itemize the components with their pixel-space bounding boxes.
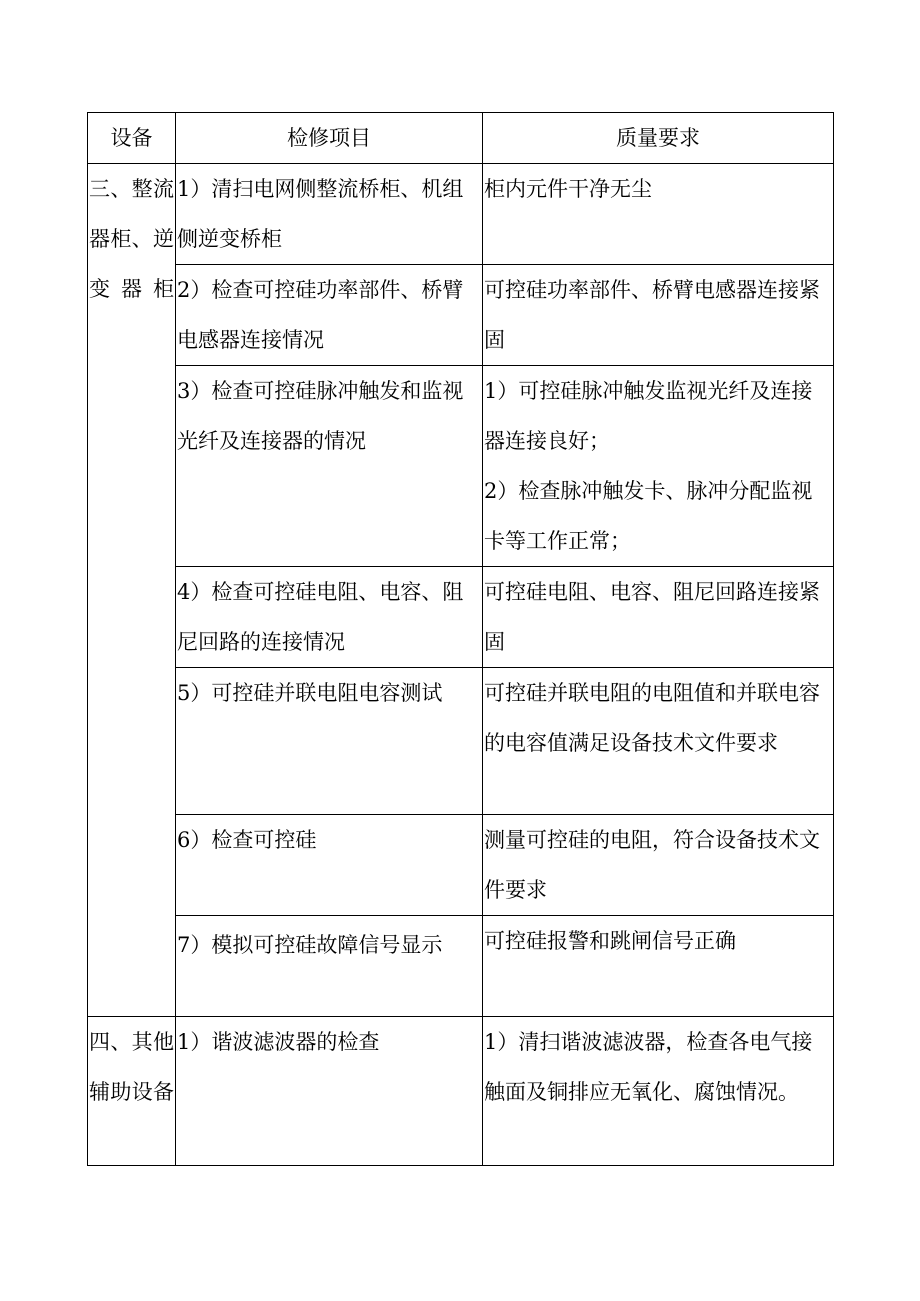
device-label: 三、整流器柜、逆变器柜 bbox=[89, 177, 174, 301]
requirement-text: 可控硅功率部件、桥臂电感器连接紧固 bbox=[484, 278, 820, 352]
header-device: 设备 bbox=[88, 113, 176, 164]
requirement-text: 1）可控硅脉冲触发监视光纤及连接器连接良好； bbox=[484, 379, 813, 453]
item-text: 5）可控硅并联电阻电容测试 bbox=[177, 681, 443, 705]
table-row bbox=[88, 265, 834, 366]
item-cell bbox=[176, 916, 483, 1017]
maintenance-table bbox=[87, 112, 834, 1166]
table-row bbox=[88, 815, 834, 916]
table-row bbox=[88, 668, 834, 815]
table-row bbox=[88, 1017, 834, 1166]
requirement-text: 柜内元件干净无尘 bbox=[484, 177, 652, 201]
table-row bbox=[88, 567, 834, 668]
requirement-text: 2）检查脉冲触发卡、脉冲分配监视卡等工作正常； bbox=[484, 479, 813, 553]
item-cell bbox=[176, 164, 483, 265]
requirement-cell bbox=[483, 916, 834, 1017]
item-text: 2）检查可控硅功率部件、桥臂电感器连接情况 bbox=[177, 278, 464, 352]
item-text: 3）检查可控硅脉冲触发和监视光纤及连接器的情况 bbox=[177, 379, 464, 453]
table-row bbox=[88, 164, 834, 265]
item-text: 6）检查可控硅 bbox=[177, 828, 317, 852]
header-item: 检修项目 bbox=[176, 113, 483, 164]
requirement-cell bbox=[483, 366, 834, 567]
requirement-cell bbox=[483, 567, 834, 668]
device-label: 四、其他辅助设备 bbox=[89, 1030, 174, 1104]
item-cell bbox=[176, 567, 483, 668]
item-cell bbox=[176, 265, 483, 366]
item-text: 1）清扫电网侧整流桥柜、机组侧逆变桥柜 bbox=[177, 177, 464, 251]
table-header-row bbox=[88, 113, 834, 164]
requirement-cell bbox=[483, 265, 834, 366]
header-requirement: 质量要求 bbox=[483, 113, 834, 164]
item-text: 4）检查可控硅电阻、电容、阻尼回路的连接情况 bbox=[177, 580, 464, 654]
table-row bbox=[88, 916, 834, 1017]
item-cell bbox=[176, 1017, 483, 1166]
requirement-cell bbox=[483, 815, 834, 916]
requirement-text: 测量可控硅的电阻，符合设备技术文件要求 bbox=[484, 828, 820, 902]
requirement-cell bbox=[483, 164, 834, 265]
requirement-cell bbox=[483, 1017, 834, 1166]
device-cell bbox=[88, 1017, 176, 1166]
requirement-text: 可控硅电阻、电容、阻尼回路连接紧固 bbox=[484, 580, 820, 654]
requirement-text: 可控硅并联电阻的电阻值和并联电容的电容值满足设备技术文件要求 bbox=[484, 681, 820, 755]
table-row bbox=[88, 366, 834, 567]
requirement-cell bbox=[483, 668, 834, 815]
item-cell bbox=[176, 668, 483, 815]
item-cell bbox=[176, 366, 483, 567]
device-cell bbox=[88, 164, 176, 1017]
requirement-text: 1）清扫谐波滤波器，检查各电气接触面及铜排应无氧化、腐蚀情况。 bbox=[484, 1030, 813, 1104]
item-text: 1）谐波滤波器的检查 bbox=[177, 1030, 380, 1054]
item-cell bbox=[176, 815, 483, 916]
requirement-text: 可控硅报警和跳闸信号正确 bbox=[484, 929, 736, 953]
item-text: 7）模拟可控硅故障信号显示 bbox=[177, 933, 443, 957]
